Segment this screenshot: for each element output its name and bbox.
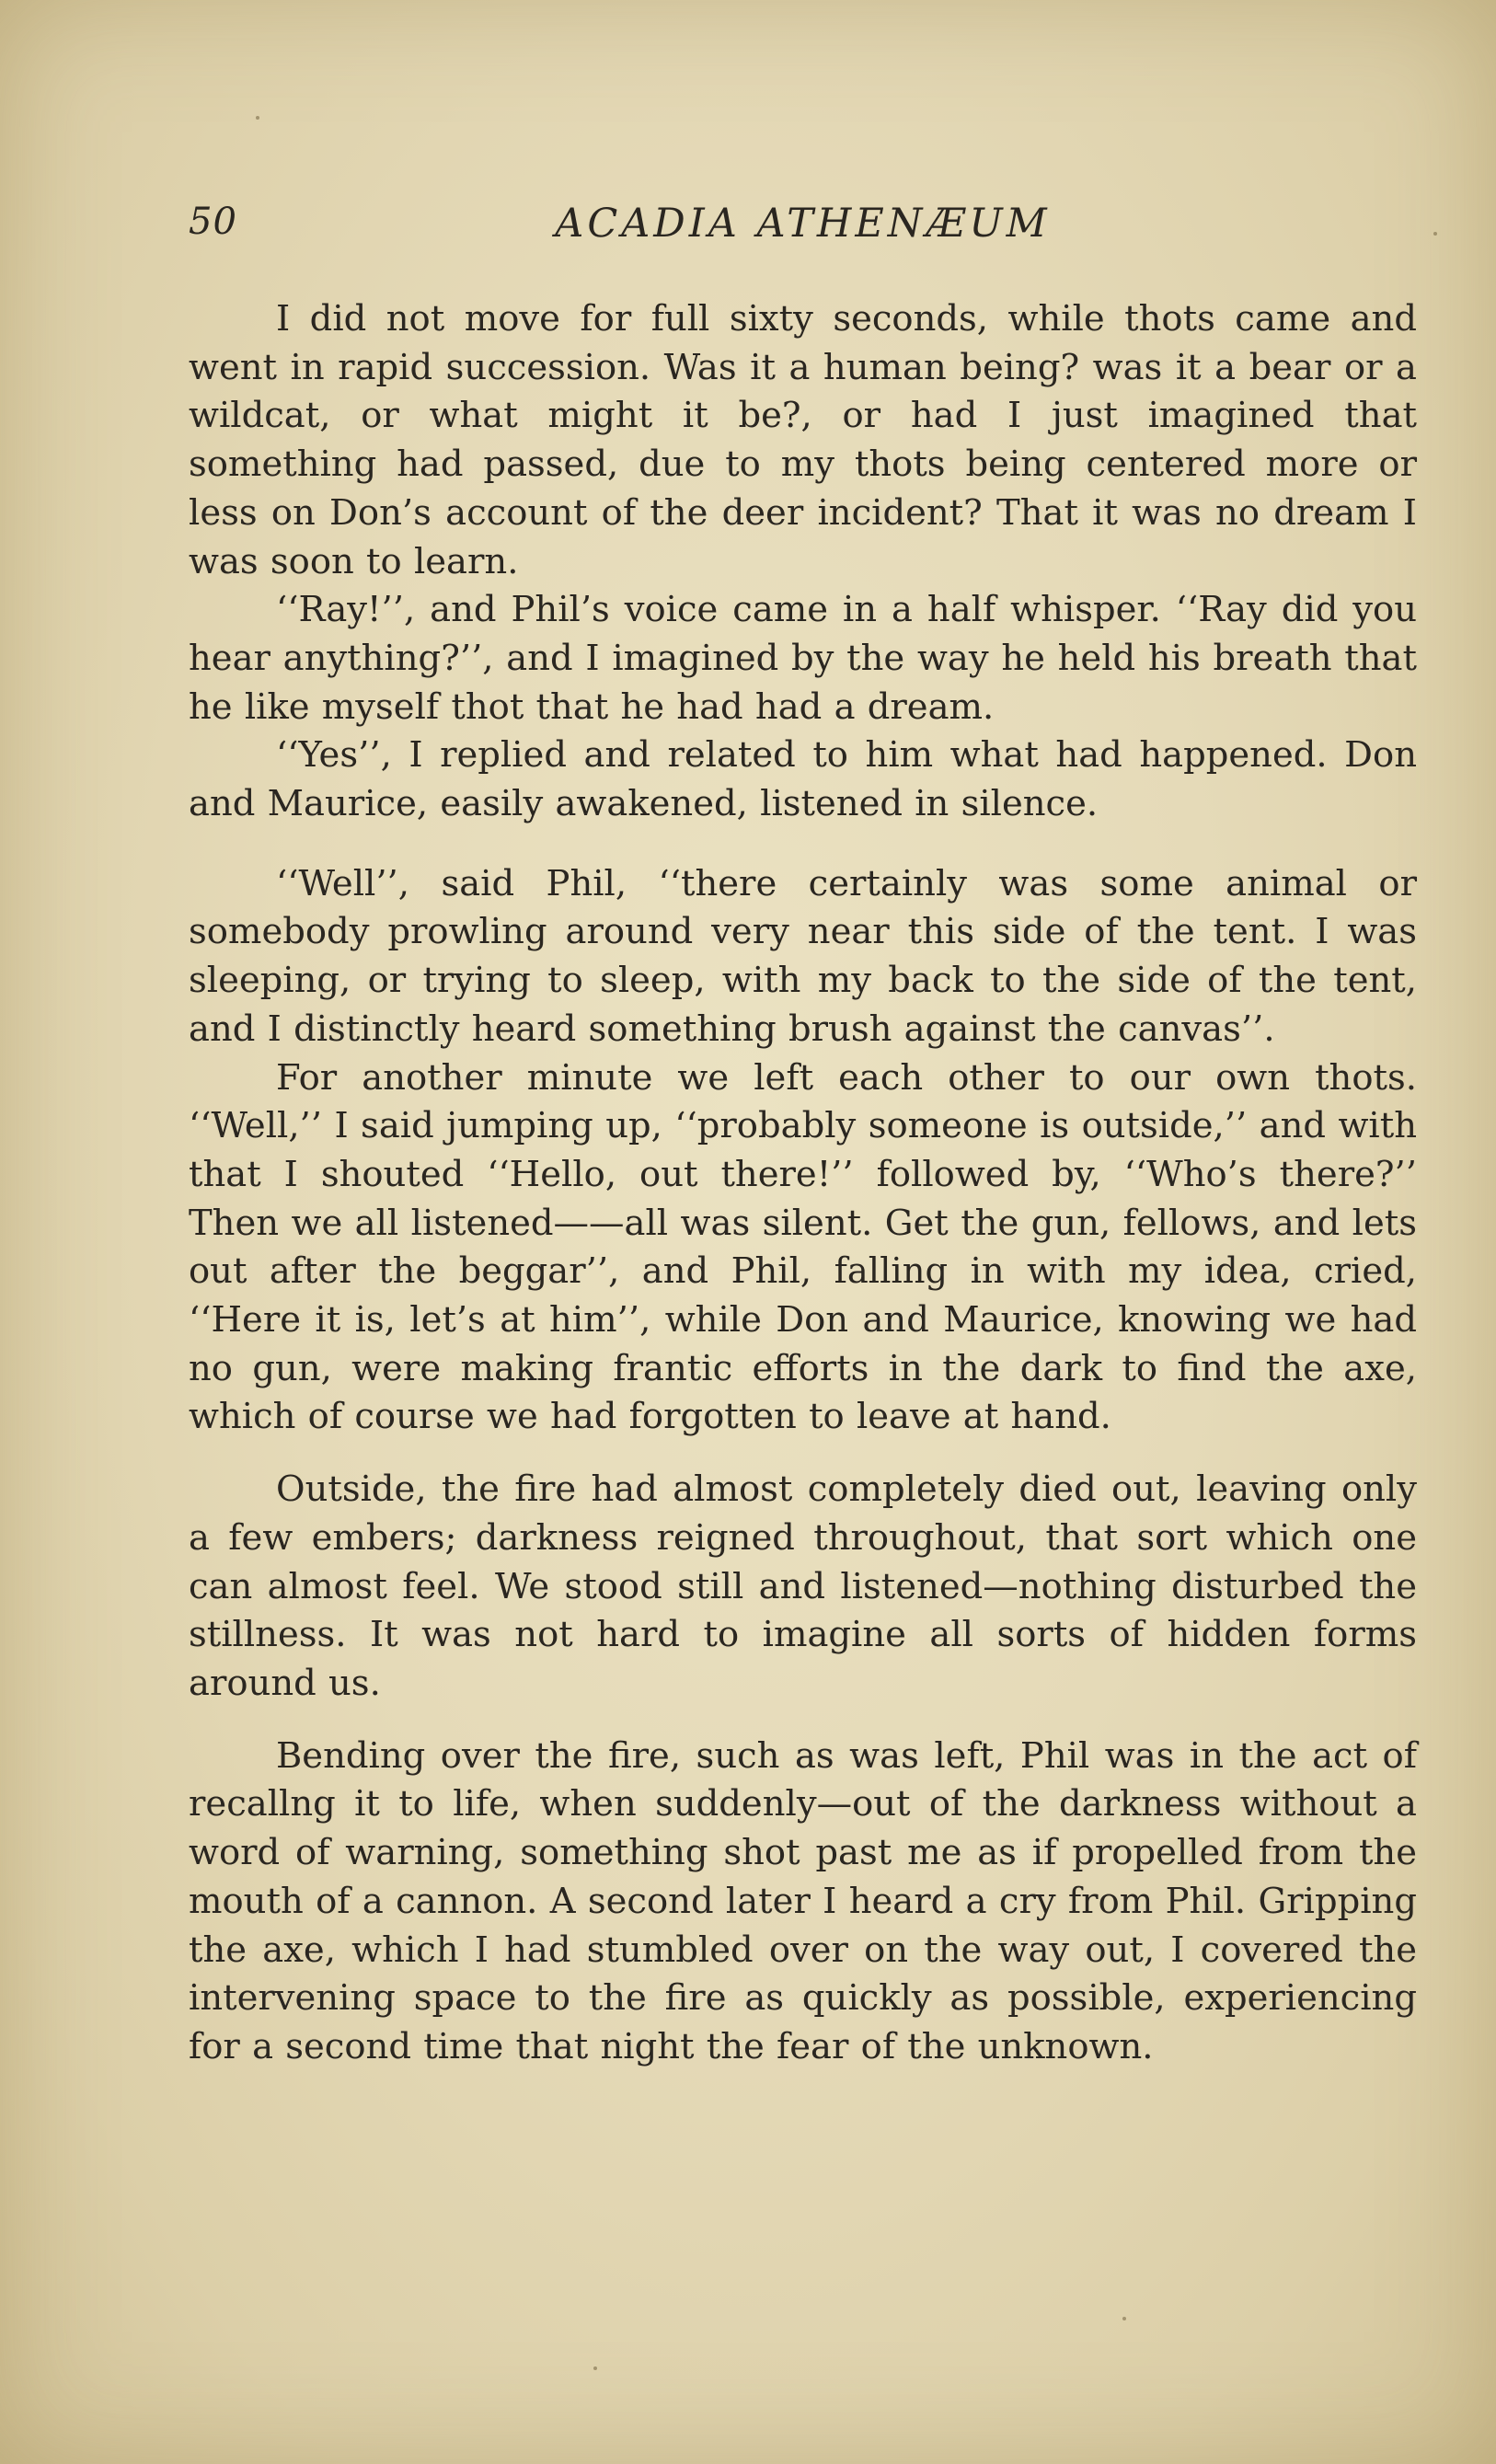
page-header [189,201,1417,256]
page-number: 50 [189,201,237,243]
paper-speck [256,116,259,120]
paragraph: ‘‘Yes’’, I replied and related to him what had happened. Don and Maurice, easily awakened, listened in silence. [189,734,1417,825]
paragraph: For another minute we left each other to our own thots. ‘‘Well,’’ I said jumping up, ‘‘probably someone is outside,’’ and with that I shouted ‘‘Hello, out there!’’ followed by, ‘‘Who’s there?’’ Then we all listened——all was silent. Get the gun, fellows, and lets out after the beggar’’, and Phil, falling in with my idea, cried, ‘‘Here it is, let’s at him’’, while Don and Maurice, knowing we had no gun, were making frantic efforts in the dark to find the axe, which of course we had forgotten to leave at hand. [189,1056,1417,1438]
paragraph: Outside, the fire had almost completely died out, leaving only a few embers; darkness reigned throughout, that sort which one can almost feel. We stood still and listened—nothing disturbed the stillness. It was not hard to imagine all sorts of hidden forms around us. [189,1468,1417,1704]
article-body [189,295,1417,2072]
paragraph: Bending over the fire, such as was left, Phil was in the act of recallng it to life, when suddenly—out of the darkness without a word of warning, something shot past me as if propelled from the mouth of a cannon. A second later I heard a cry from Phil. Gripping the axe, which I had stumbled over on the way out, I covered the intervening space to the fire as quickly as possible, experiencing for a second time that night the fear of the unknown. [189,1734,1417,2067]
paper-speck [1122,2317,1126,2320]
paragraph: I did not move for full sixty seconds, while thots came and went in rapid succession. Was it a human being? was it a bear or a wildcat, or what might it be?, or had I just imagined that something had passed, due to my thots being centered more or less on Don’s account of the deer incident? That it was no dream I was soon to learn. [189,298,1417,582]
paragraph: ‘‘Well’’, said Phil, ‘‘there certainly was some animal or somebody prowling around very near this side of the tent. I was sleeping, or trying to sleep, with my back to the side of the tent, and I distinctly heard something brush against the canvas’’. [189,862,1417,1050]
paper-speck [593,2366,597,2370]
paragraph: ‘‘Ray!’’, and Phil’s voice came in a half whisper. ‘‘Ray did you hear anything?’’, and I imagined by the way he held his breath that he like myself thot that he had had a dream. [189,589,1417,728]
paper-speck [1433,232,1437,236]
running-head: ACADIA ATHENÆUM [555,201,1051,247]
